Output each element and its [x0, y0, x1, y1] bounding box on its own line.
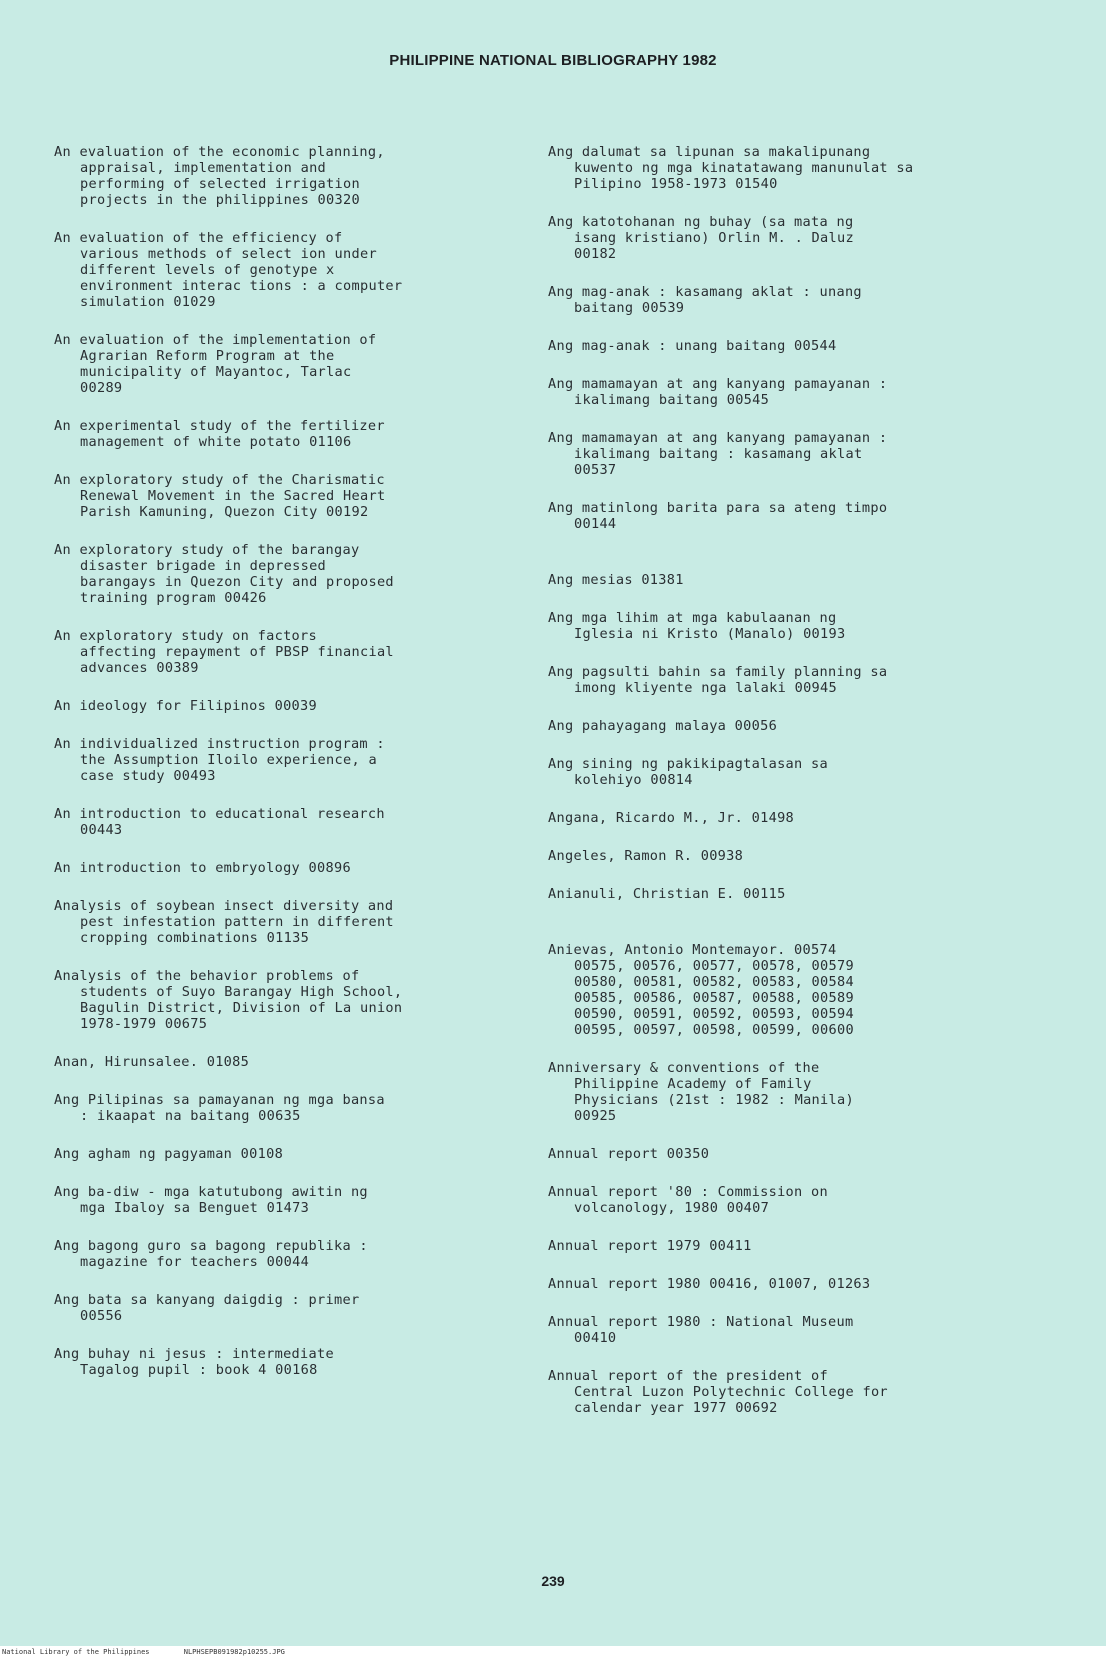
- list-item: Analysis of soybean insect diversity and pest infestation pattern in different cropping combinations 01135: [54, 898, 394, 946]
- list-item: Ang bata sa kanyang daigdig : primer 00556: [54, 1292, 360, 1324]
- list-item: An ideology for Filipinos 00039: [54, 698, 318, 714]
- list-item: An evaluation of the efficiency of various methods of select ion under different levels of genotype x environment interac tions : a computer simulation 01029: [54, 230, 403, 310]
- list-item: Ang agham ng pagyaman 00108: [54, 1146, 284, 1162]
- list-item: Ang pahayagang malaya 00056: [548, 718, 778, 734]
- list-item: Ang buhay ni jesus : intermediate Tagalog pupil : book 4 00168: [54, 1346, 334, 1378]
- list-item: Annual report '80 : Commission on volcanology, 1980 00407: [548, 1184, 828, 1216]
- list-item: Ang matinlong barita para sa ateng timpo 00144: [548, 500, 888, 532]
- list-item: Ang mag-anak : kasamang aklat : unang baitang 00539: [548, 284, 862, 316]
- library-label: National Library of the Philippines: [2, 1648, 150, 1656]
- list-item: An experimental study of the fertilizer management of white potato 01106: [54, 418, 385, 450]
- list-item: Ang sining ng pakikipagtalasan sa kolehiyo 00814: [548, 756, 828, 788]
- list-item: Anianuli, Christian E. 00115: [548, 886, 786, 902]
- list-item: Ang mamamayan at ang kanyang pamayanan : ikalimang baitang : kasamang aklat 00537: [548, 430, 888, 478]
- list-item: Annual report 1979 00411: [548, 1238, 752, 1254]
- list-item: An introduction to educational research 00443: [54, 806, 385, 838]
- list-item: Anniversary & conventions of the Philippine Academy of Family Physicians (21st : 1982 : Manila) 00925: [548, 1060, 854, 1124]
- list-item: Ang mga lihim at mga kabulaanan ng Iglesia ni Kristo (Manalo) 00193: [548, 610, 846, 642]
- page-title: PHILIPPINE NATIONAL BIBLIOGRAPHY 1982: [389, 52, 717, 69]
- right-column: [548, 144, 1048, 1416]
- list-item: Annual report of the president of Central Luzon Polytechnic College for calendar year 1977 00692: [548, 1368, 888, 1416]
- list-item: Ang mag-anak : unang baitang 00544: [548, 338, 837, 354]
- list-item: An exploratory study of the barangay disaster brigade in depressed barangays in Quezon City and proposed training program 00426: [54, 542, 394, 606]
- list-item: An exploratory study of the Charismatic Renewal Movement in the Sacred Heart Parish Kamuning, Quezon City 00192: [54, 472, 386, 520]
- list-item: Angeles, Ramon R. 00938: [548, 848, 744, 864]
- list-item: Ang bagong guro sa bagong republika : magazine for teachers 00044: [54, 1238, 368, 1270]
- list-item: An individualized instruction program : the Assumption Iloilo experience, a case study 00493: [54, 736, 385, 784]
- list-item: Angana, Ricardo M., Jr. 01498: [548, 810, 795, 826]
- list-item: Ang pagsulti bahin sa family planning sa imong kliyente nga lalaki 00945: [548, 664, 888, 696]
- file-label: NLPHSEPB091982p10255.JPG: [183, 1648, 285, 1656]
- list-item: Analysis of the behavior problems of students of Suyo Barangay High School, Bagulin District, Division of La union 1978-1979 00675: [54, 968, 403, 1032]
- list-item: Ang Pilipinas sa pamayanan ng mga bansa : ikaapat na baitang 00635: [54, 1092, 385, 1124]
- scan-footer: [0, 1646, 1106, 1658]
- list-item: Ang mesias 01381: [548, 572, 684, 588]
- list-item: Ang dalumat sa lipunan sa makalipunang kuwento ng mga kinatatawang manunulat sa Pilipino 1958-1973 01540: [548, 144, 914, 192]
- list-item: Annual report 00350: [548, 1146, 710, 1162]
- list-item: An exploratory study on factors affecting repayment of PBSP financial advances 00389: [54, 628, 394, 676]
- list-item: An evaluation of the economic planning, appraisal, implementation and performing of selected irrigation projects in the philippines 00320: [54, 144, 385, 208]
- list-item: Anan, Hirunsalee. 01085: [54, 1054, 250, 1070]
- list-item: Ang mamamayan at ang kanyang pamayanan : ikalimang baitang 00545: [548, 376, 888, 408]
- page-number: 239: [541, 1573, 565, 1589]
- list-item: An evaluation of the implementation of Agrarian Reform Program at the municipality of Mayantoc, Tarlac 00289: [54, 332, 377, 396]
- list-item: Anievas, Antonio Montemayor. 00574 00575, 00576, 00577, 00578, 00579 00580, 00581, 00582, 00583, 00584 00585, 00586, 00587, 00588, 00589 00590, 00591, 00592, 00593, 00594 00595, 00597, 00598, 00599, 00600: [548, 942, 854, 1038]
- list-item: Ang katotohanan ng buhay (sa mata ng isang kristiano) Orlin M. . Daluz 00182: [548, 214, 854, 262]
- left-column: [54, 144, 534, 1378]
- list-item: Annual report 1980 00416, 01007, 01263: [548, 1276, 871, 1292]
- list-item: Ang ba-diw - mga katutubong awitin ng mga Ibaloy sa Benguet 01473: [54, 1184, 368, 1216]
- list-item: Annual report 1980 : National Museum 00410: [548, 1314, 854, 1346]
- list-item: An introduction to embryology 00896: [54, 860, 351, 876]
